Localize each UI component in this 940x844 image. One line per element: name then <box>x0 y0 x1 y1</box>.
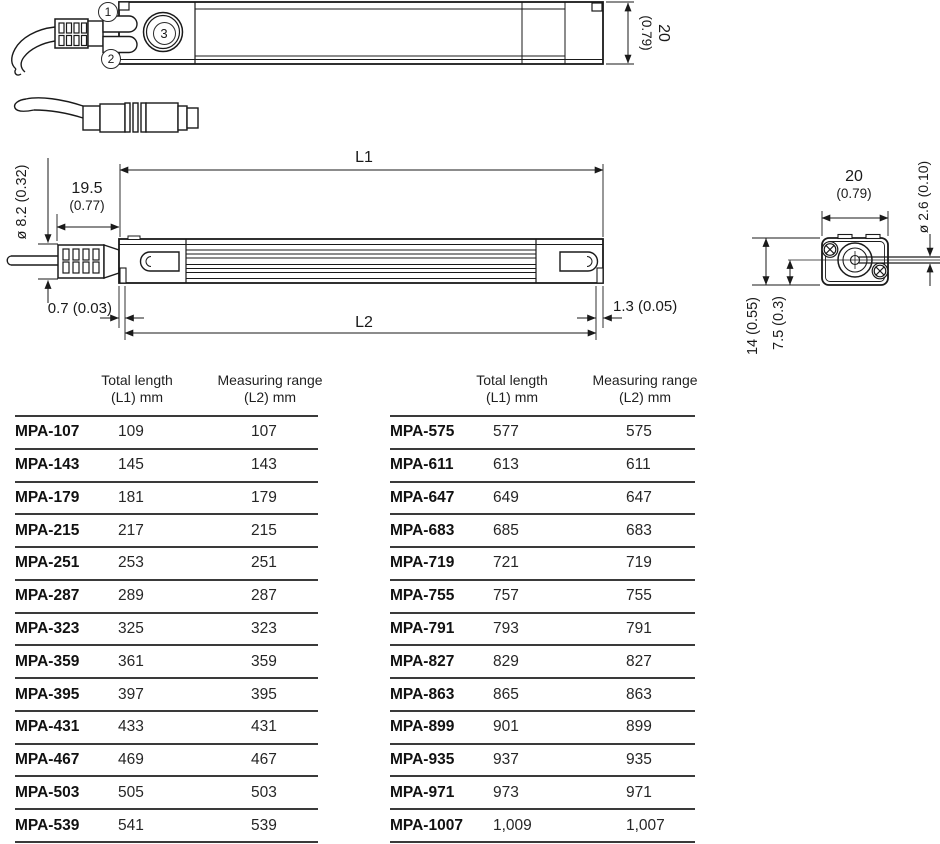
model-cell: MPA-215 <box>15 521 80 539</box>
dim-offset-right: 1.3 (0.05) <box>613 298 678 315</box>
table-row <box>15 745 318 778</box>
dim-l1: L1 <box>355 149 373 166</box>
model-cell: MPA-575 <box>390 423 455 441</box>
sensing-rod-boss <box>788 243 940 277</box>
end-height-dims <box>752 238 820 285</box>
model-cell: MPA-971 <box>390 783 455 801</box>
model-cell: MPA-791 <box>390 619 455 637</box>
dim-conn-len <box>54 180 120 214</box>
total-length-cell: 253 <box>118 554 144 572</box>
callout-2 <box>101 49 121 69</box>
total-length-cell: 433 <box>118 718 144 736</box>
table-row <box>390 777 695 810</box>
measuring-range-cell: 359 <box>251 652 277 670</box>
measuring-range-cell: 107 <box>251 423 277 441</box>
measuring-range-cell: 863 <box>626 685 652 703</box>
screw-top-left <box>822 242 838 258</box>
table-row <box>15 810 318 843</box>
total-length-cell: 973 <box>493 783 519 801</box>
end-view <box>752 211 940 286</box>
table-row <box>15 515 318 548</box>
total-length-cell: 685 <box>493 521 519 539</box>
measuring-range-cell: 179 <box>251 488 277 506</box>
total-length-cell: 505 <box>118 783 144 801</box>
model-cell: MPA-359 <box>15 652 80 670</box>
model-cell: MPA-539 <box>15 816 80 834</box>
dim-end-width-in: (0.79) <box>836 186 872 202</box>
header-measuring-range: Measuring range (L2) mm <box>592 372 698 405</box>
measuring-range-cell: 611 <box>626 456 651 474</box>
table-row <box>15 483 318 516</box>
model-cell: MPA-503 <box>15 783 80 801</box>
measuring-range-cell: 143 <box>251 456 277 474</box>
dim-conn-len-in: (0.77) <box>69 198 105 214</box>
total-length-cell: 937 <box>493 751 519 769</box>
side-sensor-body <box>119 236 603 283</box>
table-row <box>390 450 695 483</box>
callout-1 <box>98 2 118 22</box>
side-strain-relief <box>58 245 119 278</box>
connector-detail <box>15 98 198 132</box>
measuring-range-cell: 539 <box>251 816 277 834</box>
measuring-range-cell: 683 <box>626 521 652 539</box>
total-length-cell: 1,009 <box>493 816 532 834</box>
dimensional-drawings <box>0 0 940 366</box>
measuring-range-cell: 431 <box>251 718 277 736</box>
model-cell: MPA-143 <box>15 456 80 474</box>
total-length-cell: 793 <box>493 619 519 637</box>
measuring-range-cell: 215 <box>251 521 277 539</box>
model-cell: MPA-287 <box>15 587 80 605</box>
total-length-cell: 145 <box>118 456 144 474</box>
total-length-cell: 901 <box>493 718 519 736</box>
model-cell: MPA-467 <box>15 751 80 769</box>
table-row <box>15 450 318 483</box>
table-row <box>15 646 318 679</box>
measuring-range-cell: 287 <box>251 587 277 605</box>
total-length-cell: 181 <box>118 488 144 506</box>
measuring-range-cell: 251 <box>251 554 277 572</box>
table-body <box>15 417 318 843</box>
dim-end-height: 14 (0.55) <box>745 296 761 356</box>
table-row <box>390 712 695 745</box>
total-length-cell: 469 <box>118 751 144 769</box>
drawing-linework <box>0 0 940 366</box>
model-cell: MPA-611 <box>390 456 454 474</box>
model-cell: MPA-863 <box>390 685 455 703</box>
table-row <box>390 745 695 778</box>
table-row <box>15 548 318 581</box>
dim-end-width-mm: 20 <box>845 168 863 185</box>
model-cell: MPA-179 <box>15 488 80 506</box>
table-row <box>390 515 695 548</box>
table-row <box>15 712 318 745</box>
callout-3 <box>153 22 176 45</box>
table-row <box>390 581 695 614</box>
total-length-cell: 649 <box>493 488 519 506</box>
total-length-cell: 325 <box>118 619 144 637</box>
model-cell: MPA-683 <box>390 521 455 539</box>
measuring-range-cell: 395 <box>251 685 277 703</box>
dim-offset-left: 0.7 (0.03) <box>47 300 112 317</box>
total-length-cell: 397 <box>118 685 144 703</box>
top-strain-relief <box>55 19 103 48</box>
table-row <box>15 581 318 614</box>
l1-dim <box>120 164 603 237</box>
total-length-cell: 577 <box>493 423 519 441</box>
table-row <box>15 417 318 450</box>
total-length-cell: 109 <box>118 423 144 441</box>
total-length-cell: 757 <box>493 587 519 605</box>
measuring-range-cell: 575 <box>626 423 652 441</box>
dim-end-width <box>823 168 885 202</box>
total-length-cell: 361 <box>118 652 144 670</box>
size-table-left <box>15 366 323 843</box>
header-total-length: Total length (L1) mm <box>101 372 173 405</box>
table-row <box>390 548 695 581</box>
model-cell: MPA-647 <box>390 488 455 506</box>
measuring-range-cell: 971 <box>626 783 652 801</box>
measuring-range-cell: 791 <box>626 619 652 637</box>
model-cell: MPA-251 <box>15 554 80 572</box>
model-cell: MPA-899 <box>390 718 455 736</box>
total-length-cell: 721 <box>493 554 519 572</box>
model-cell: MPA-107 <box>15 423 80 441</box>
model-cell: MPA-755 <box>390 587 455 605</box>
total-length-cell: 829 <box>493 652 519 670</box>
dim-conn-len-mm: 19.5 <box>71 180 103 197</box>
dim-rod-dia: ø 2.6 (0.10) <box>915 160 931 234</box>
table-row <box>390 810 695 843</box>
measuring-range-cell: 755 <box>626 587 652 605</box>
model-cell: MPA-323 <box>15 619 80 637</box>
callout-2-label: 2 <box>107 52 115 66</box>
conn-len-dim <box>57 214 119 241</box>
table-row <box>390 417 695 450</box>
end-width-dim <box>822 211 888 236</box>
screw-bottom-right <box>872 263 888 279</box>
dim-cable-dia: ø 8.2 (0.32) <box>14 164 30 240</box>
table-header <box>15 366 323 417</box>
table-row <box>390 614 695 647</box>
dim-rod-center: 7.5 (0.3) <box>771 296 787 350</box>
header-measuring-range: Measuring range (L2) mm <box>217 372 323 405</box>
table-row <box>390 483 695 516</box>
callout-3-label: 3 <box>160 25 168 41</box>
table-header <box>390 366 698 417</box>
table-row <box>15 679 318 712</box>
model-cell: MPA-719 <box>390 554 455 572</box>
total-length-cell: 541 <box>118 816 144 834</box>
size-table-right <box>390 366 698 843</box>
table-row <box>390 646 695 679</box>
table-row <box>15 614 318 647</box>
table-row <box>390 679 695 712</box>
model-cell: MPA-827 <box>390 652 455 670</box>
measuring-range-cell: 503 <box>251 783 277 801</box>
top-height-dim <box>606 2 634 64</box>
dim-top-height-mm: 20 <box>655 24 672 42</box>
total-length-cell: 613 <box>493 456 519 474</box>
total-length-cell: 217 <box>118 521 144 539</box>
top-cable <box>12 27 55 75</box>
dim-l2: L2 <box>355 314 373 331</box>
header-total-length: Total length (L1) mm <box>476 372 548 405</box>
total-length-cell: 865 <box>493 685 519 703</box>
callout-1-label: 1 <box>104 5 112 19</box>
model-cell: MPA-1007 <box>390 816 463 834</box>
total-length-cell: 289 <box>118 587 144 605</box>
dim-top-height-in: (0.79) <box>638 15 654 51</box>
top-sensor-body <box>119 2 603 64</box>
measuring-range-cell: 647 <box>626 488 652 506</box>
measuring-range-cell: 1,007 <box>626 816 665 834</box>
table-body <box>390 417 695 843</box>
table-row <box>15 777 318 810</box>
model-cell: MPA-395 <box>15 685 80 703</box>
measuring-range-cell: 467 <box>251 751 277 769</box>
dim-top-height <box>632 0 672 73</box>
measuring-range-cell: 323 <box>251 619 277 637</box>
measuring-range-cell: 899 <box>626 718 652 736</box>
model-cell: MPA-431 <box>15 718 80 736</box>
measuring-range-cell: 827 <box>626 652 652 670</box>
measuring-range-cell: 935 <box>626 751 652 769</box>
measuring-range-cell: 719 <box>626 554 652 572</box>
model-cell: MPA-935 <box>390 751 455 769</box>
